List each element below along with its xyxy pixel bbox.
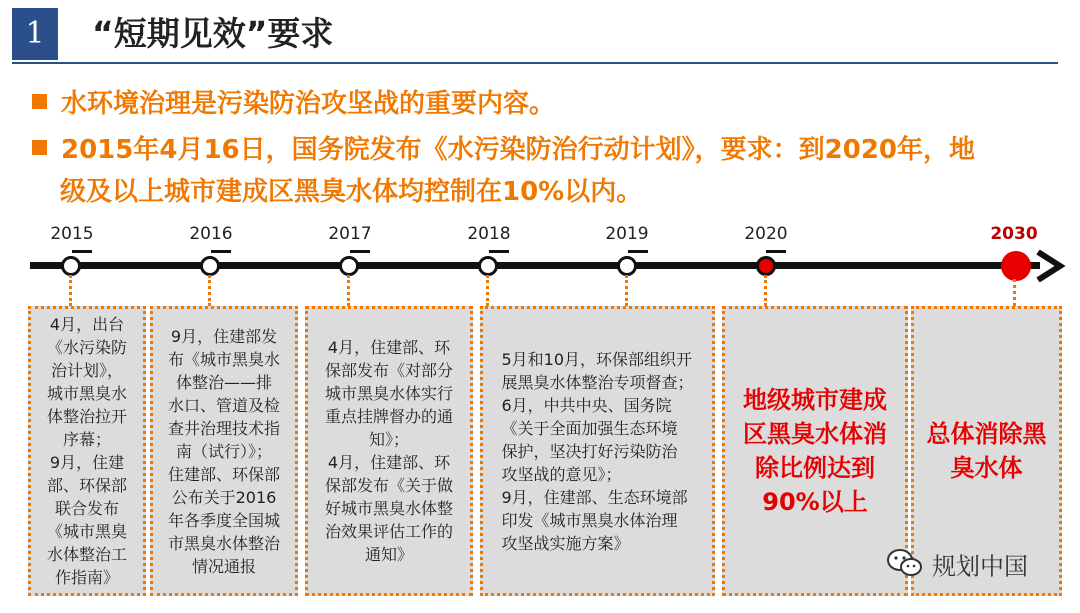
connector [347,275,350,306]
connector [208,275,211,306]
bullet-square-icon [32,140,47,155]
goal-box-2020 [722,306,908,596]
timeline-dot [339,256,359,276]
year-label-2018: 2018 [467,224,511,244]
watermark [886,548,1028,587]
goal-text: 地级城市建成 区黑臭水体消 除比例达到 90%以上 [743,386,887,516]
goal-text: 总体消除黑 臭水体 [926,420,1047,482]
timeline-axis [30,262,1040,269]
connector [486,275,489,306]
year-label-2030: 2030 [990,224,1038,244]
bullet-square-icon [32,94,47,109]
bullet-item [32,130,1072,170]
year-label-2016: 2016 [189,224,233,244]
event-text: 4月，住建部、环 保部发布《对部分 城市黑臭水体实行 重点挂牌督办的通 知》； 4月，住建部、环 保部发布《关于做 好城市黑臭水体整 治效果评估工作的 通知》 [324,338,453,564]
connector [625,275,628,306]
bullet-text: 水环境治理是污染防治攻坚战的重要内容。 [61,89,556,119]
year-label-2015: 2015 [50,224,94,244]
timeline-dot [478,256,498,276]
event-text: 5月和10月，环保部组织开 展黑臭水体整治专项督查； 6月，中共中央、国务院 《关于全面加强生态环境 保护，坚决打好污染防治 攻坚战的意见》； 9月，住建部、生态环境部 印发《城市黑臭水体治理 攻坚战实施方案》 [501,349,694,553]
event-box-2018-2019 [480,306,715,596]
wechat-icon [886,548,924,587]
timeline-dot-2030 [1001,251,1031,281]
event-text: 4月，出台 《水污染防 治计划》， 城市黑臭水 体整治拉开 序幕； 9月，住建 部、环保部 联合发布 《城市黑臭 水体整治工 作指南》 [46,315,127,587]
year-label-2017: 2017 [328,224,372,244]
section-number: 1 [12,8,58,60]
event-box-2015 [28,306,146,596]
event-box-2016 [150,306,298,596]
connector [69,275,72,306]
timeline-dot [617,256,637,276]
connector [1013,279,1016,306]
bullet-text: 2015年4月16日，国务院发布《水污染防治行动计划》，要求：到2020年，地 [61,135,975,165]
bullet-text-continued: 级及以上城市建成区黑臭水体均控制在10%以内。 [60,177,643,207]
watermark-text: 规划中国 [932,552,1028,581]
title-divider [12,62,1058,64]
connector [764,275,767,306]
timeline-dot [61,256,81,276]
event-text: 9月，住建部发 布《城市黑臭水 体整治——排 水口、管道及检 查井治理技术指 南（试行）》； 住建部、环保部 公布关于2016 年各季度全国城 市黑臭水体整治 情况通报 [167,326,280,576]
timeline-dot [200,256,220,276]
timeline-dot-2020 [756,256,776,276]
year-label-2019: 2019 [605,224,649,244]
year-label-2020: 2020 [744,224,788,244]
page-title: “短期见效”要求 [92,14,334,53]
bullet-item [32,84,555,124]
event-box-2017 [305,306,473,596]
